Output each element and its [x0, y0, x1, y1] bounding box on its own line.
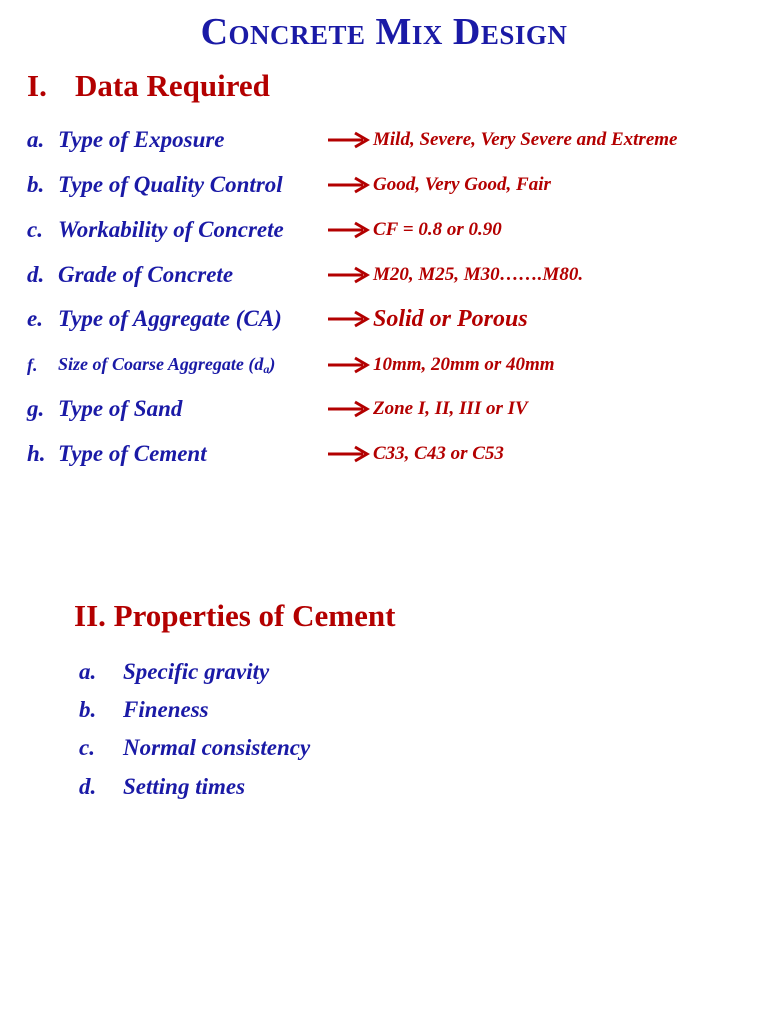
list-item-exposure: [27, 125, 677, 155]
item-letter: h.: [27, 441, 46, 466]
list-item-fineness: [79, 695, 209, 725]
item-value: Zone I, II, III or IV: [373, 398, 528, 419]
item-label: Type of Exposure: [58, 127, 225, 152]
right-arrow-icon: [327, 399, 371, 419]
item-value: Good, Very Good, Fair: [373, 174, 551, 195]
list-item-aggregate-size: [27, 350, 555, 380]
item-value: CF = 0.8 or 0.90: [373, 219, 502, 240]
section-title: Data Required: [75, 68, 270, 103]
item-letter: d.: [27, 262, 45, 287]
item-letter: c.: [27, 217, 43, 242]
list-item-workability: [27, 215, 502, 245]
item-label: Type of Cement: [58, 441, 207, 466]
list-item-setting-times: [79, 772, 245, 802]
right-arrow-icon: [327, 130, 371, 150]
item-letter: f.: [27, 354, 38, 375]
right-arrow-icon: [327, 444, 371, 464]
section-number: I.: [27, 68, 47, 103]
right-arrow-icon: [327, 175, 371, 195]
item-label: Setting times: [123, 774, 246, 799]
item-letter: e.: [27, 306, 43, 331]
item-letter: a.: [27, 127, 45, 152]
item-letter: d.: [79, 774, 97, 799]
list-item-normal-consistency: [79, 733, 310, 763]
item-label: Fineness: [123, 697, 209, 722]
item-label: Normal consistency: [123, 735, 311, 760]
item-value: C33, C43 or C53: [373, 443, 504, 464]
right-arrow-icon: [327, 355, 371, 375]
section-heading-properties-of-cement: II. Properties of Cement: [74, 598, 396, 633]
item-label: Type of Aggregate (CA): [58, 306, 282, 331]
item-letter: b.: [27, 172, 45, 197]
list-item-cement: [27, 439, 504, 469]
item-value: Mild, Severe, Very Severe and Extreme: [373, 129, 678, 150]
right-arrow-icon: [327, 265, 371, 285]
item-value: Solid or Porous: [373, 305, 528, 332]
item-label: Specific gravity: [123, 659, 270, 684]
item-label: Type of Sand: [58, 396, 183, 421]
item-label: Type of Quality Control: [58, 172, 283, 197]
list-item-grade: [27, 260, 583, 290]
list-item-aggregate-type: [27, 304, 528, 334]
item-label: Workability of Concrete: [58, 217, 284, 242]
right-arrow-icon: [327, 220, 371, 240]
item-value: 10mm, 20mm or 40mm: [373, 354, 555, 375]
right-arrow-icon: [327, 309, 371, 329]
item-letter: c.: [79, 735, 95, 760]
page-title: Concrete Mix Design: [200, 11, 568, 53]
item-label: Size of Coarse Aggregate $(d_a)$: [58, 353, 276, 376]
list-item-sand: [27, 394, 528, 424]
item-label: Grade of Concrete: [58, 262, 234, 287]
list-item-specific-gravity: [79, 657, 269, 687]
item-letter: b.: [79, 697, 97, 722]
item-value: M20, M25, M30…….M80.: [373, 264, 584, 285]
item-letter: a.: [79, 659, 97, 684]
list-item-quality-control: [27, 170, 551, 200]
item-letter: g.: [27, 396, 45, 421]
section-heading-data-required: [27, 68, 270, 104]
